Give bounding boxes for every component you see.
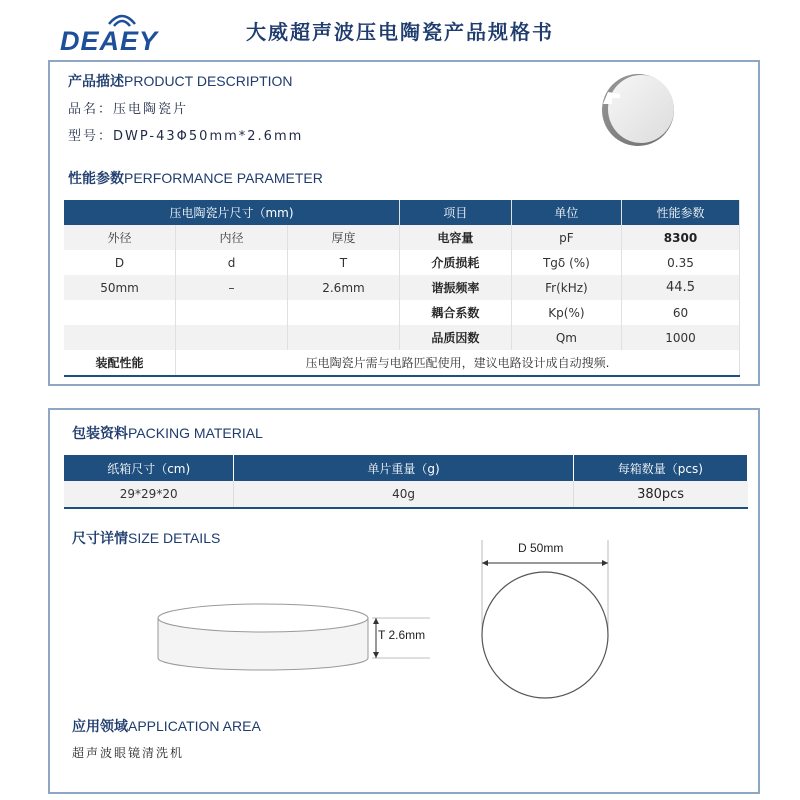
cell: 29*29*20 xyxy=(64,481,234,508)
header-value: 性能参数 xyxy=(622,200,740,225)
cell: 介质损耗 xyxy=(400,250,512,275)
header-qty-per-carton: 每箱数量（pcs) xyxy=(573,455,747,481)
diameter-label: D 50mm xyxy=(518,541,564,555)
cell xyxy=(64,300,176,325)
cell: pF xyxy=(511,225,621,250)
thickness-label: T 2.6mm xyxy=(378,628,426,642)
cell: 内径 xyxy=(176,225,288,250)
product-name-line: 品名：压电陶瓷片 xyxy=(68,102,189,117)
product-model-line: 型号：DWP-43Φ50mm*2.6mm xyxy=(68,129,304,144)
performance-heading: 性能参数PERFORMANCE PARAMETER xyxy=(68,170,323,187)
table-row xyxy=(64,325,740,350)
cell xyxy=(64,325,176,350)
cell: – xyxy=(176,275,288,300)
application-text: 超声波眼镜清洗机 xyxy=(72,746,185,760)
cell: Qm xyxy=(511,325,621,350)
assembly-text: 压电陶瓷片需与电路匹配使用，建议电路设计成自动搜频. xyxy=(176,350,740,376)
cell xyxy=(287,300,399,325)
performance-table-header xyxy=(64,200,740,225)
cell: 50mm xyxy=(64,275,176,300)
cell: 厚度 xyxy=(287,225,399,250)
packing-heading: 包装资料PACKING MATERIAL xyxy=(72,425,263,442)
product-description-heading: 产品描述PRODUCT DESCRIPTION xyxy=(68,73,293,90)
size-details-heading: 尺寸详情SIZE DETAILS xyxy=(72,530,221,547)
header-item: 项目 xyxy=(400,200,512,225)
header-unit: 单位 xyxy=(511,200,621,225)
cell: D xyxy=(64,250,176,275)
cell: 谐振频率 xyxy=(400,275,512,300)
assembly-label: 装配性能 xyxy=(64,350,176,376)
table-row xyxy=(64,225,740,250)
cell: 8300 xyxy=(622,225,740,250)
assembly-row xyxy=(64,350,740,376)
cell: T xyxy=(287,250,399,275)
cell: 44.5 xyxy=(622,275,740,300)
application-heading: 应用领域APPLICATION AREA xyxy=(72,718,261,735)
disc-top-view xyxy=(470,535,620,715)
cell: Fr(kHz) xyxy=(511,275,621,300)
table-row xyxy=(64,481,748,508)
header-size: 压电陶瓷片尺寸（mm) xyxy=(64,200,400,225)
cell: 耦合系数 xyxy=(400,300,512,325)
table-row xyxy=(64,300,740,325)
cell: Tgδ (%) xyxy=(511,250,621,275)
performance-table xyxy=(64,200,740,377)
cell: 40g xyxy=(234,481,573,508)
ceramic-disc-image xyxy=(598,68,678,150)
cell: 外径 xyxy=(64,225,176,250)
document-title: 大威超声波压电陶瓷产品规格书 xyxy=(246,20,554,44)
table-row xyxy=(64,275,740,300)
cell: 品质因数 xyxy=(400,325,512,350)
header-unit-weight: 单片重量（g) xyxy=(234,455,573,481)
packing-table xyxy=(64,455,748,509)
cell: Kp(%) xyxy=(511,300,621,325)
cell: 2.6mm xyxy=(287,275,399,300)
cell: 60 xyxy=(622,300,740,325)
brand-logo: DEAEY xyxy=(60,26,159,56)
cell xyxy=(176,325,288,350)
cell: 1000 xyxy=(622,325,740,350)
cell xyxy=(287,325,399,350)
cell: 电容量 xyxy=(400,225,512,250)
cell xyxy=(176,300,288,325)
cell: 380pcs xyxy=(573,481,747,508)
cell: 0.35 xyxy=(622,250,740,275)
header-carton-size: 纸箱尺寸（cm) xyxy=(64,455,234,481)
cell: d xyxy=(176,250,288,275)
table-row xyxy=(64,250,740,275)
packing-table-header xyxy=(64,455,748,481)
